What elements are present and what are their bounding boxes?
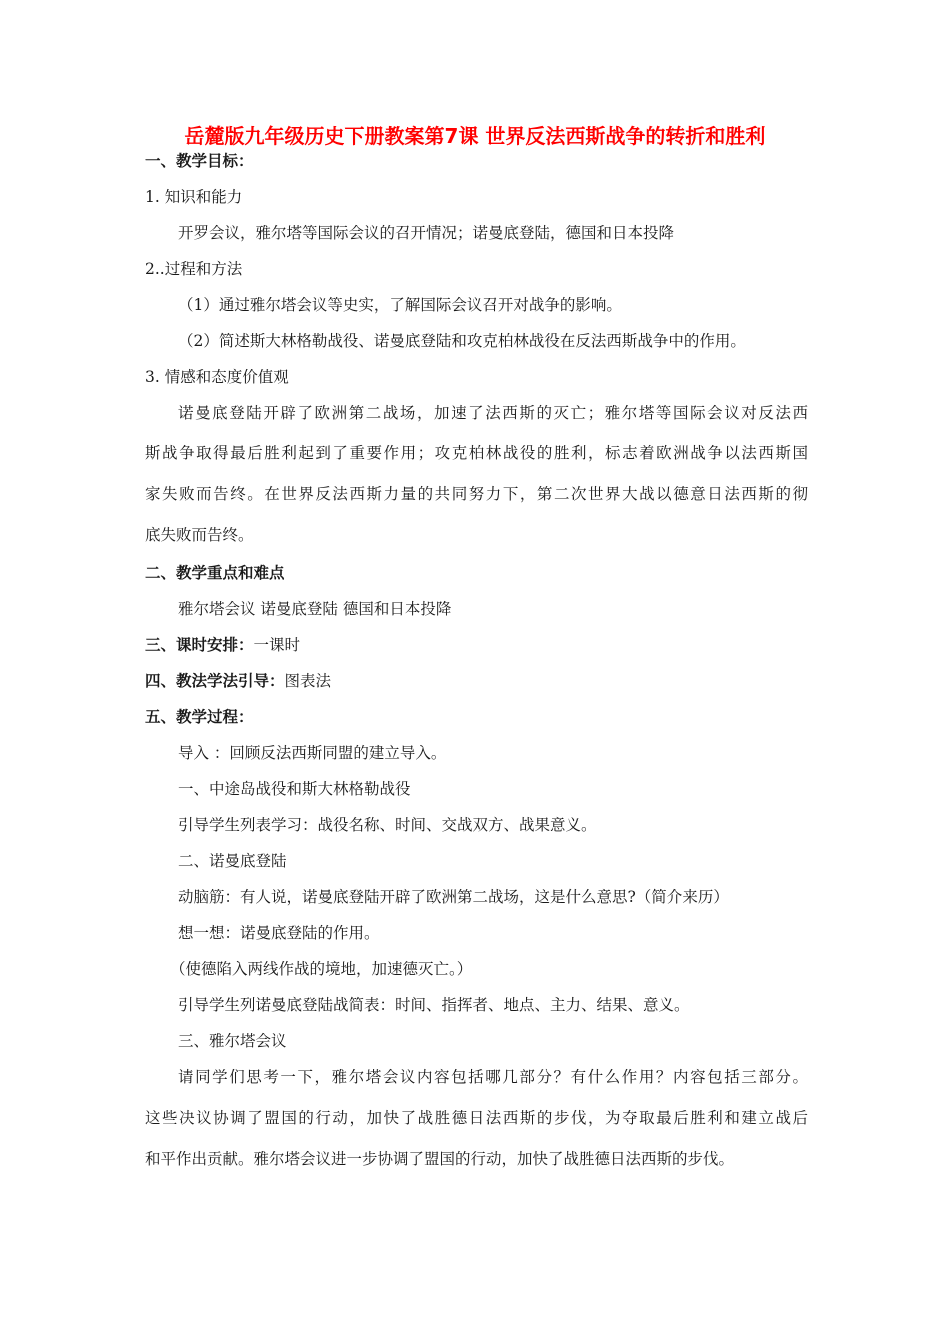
knowledge-text: 开罗会议，雅尔塔等国际会议的召开情况；诺曼底登陆，德国和日本投降	[178, 224, 675, 242]
process-part-2-think: 想一想：诺曼底登陆的作用。	[178, 924, 380, 942]
yalta-paragraph-line-2: 这些决议协调了盟国的行动，加快了战胜德日法西斯的步伐，为夺取最后胜利和建立战后	[145, 1109, 808, 1127]
values-paragraph-line-3: 家失败而告终。在世界反法西斯力量的共同努力下，第二次世界大战以德意日法西斯的彻	[145, 485, 808, 503]
yalta-paragraph-line-1: 请同学们思考一下，雅尔塔会议内容包括哪几部分？有什么作用？内容包括三部分。	[178, 1068, 808, 1086]
process-part-3-heading: 三、雅尔塔会议	[178, 1032, 287, 1050]
subheading-knowledge: 1. 知识和能力	[145, 188, 243, 206]
schedule-row	[145, 634, 300, 656]
key-points-text: 雅尔塔会议 诺曼底登陆 德国和日本投降	[178, 600, 452, 618]
process-part-1-text: 引导学生列表学习：战役名称、时间、交战双方、战果意义。	[178, 816, 597, 834]
schedule-text: 一课时	[253, 636, 301, 654]
process-item-1: （1）通过雅尔塔会议等史实，了解国际会议召开对战争的影响。	[178, 296, 622, 314]
section-heading-key-points: 二、教学重点和难点	[145, 564, 285, 582]
process-part-2-table: 引导学生列诺曼底登陆战简表：时间、指挥者、地点、主力、结果、意义。	[178, 996, 690, 1014]
section-heading-schedule: 三、课时安排：	[145, 636, 254, 654]
process-part-2-answer: （使德陷入两线作战的境地，加速德灭亡。）	[170, 960, 473, 978]
process-intro: 导入 ：回顾反法西斯同盟的建立导入。	[178, 744, 447, 762]
process-item-2: （2）简述斯大林格勒战役、诺曼底登陆和攻克柏林战役在反法西斯战争中的作用。	[178, 332, 746, 350]
yalta-paragraph-line-3: 和平作出贡献。雅尔塔会议进一步协调了盟国的行动，加快了战胜德日法西斯的步伐。	[145, 1150, 735, 1168]
values-paragraph-line-4: 底失败而告终。	[145, 526, 254, 544]
method-row	[145, 670, 331, 692]
values-paragraph-line-2: 斯战争取得最后胜利起到了重要作用；攻克柏林战役的胜利，标志着欧洲战争以法西斯国	[145, 444, 808, 462]
process-part-2-heading: 二、诺曼底登陆	[178, 852, 287, 870]
method-text: 图表法	[284, 672, 332, 690]
section-heading-method: 四、教法学法引导：	[145, 672, 285, 690]
document-title: 岳麓版九年级历史下册教案第7课 世界反法西斯战争的转折和胜利	[184, 124, 766, 148]
process-part-2-question: 动脑筋：有人说，诺曼底登陆开辟了欧洲第二战场，这是什么意思?（简介来历）	[178, 888, 729, 906]
subheading-values: 3. 情感和态度价值观	[145, 368, 289, 386]
values-paragraph-line-1: 诺曼底登陆开辟了欧洲第二战场，加速了法西斯的灭亡；雅尔塔等国际会议对反法西	[178, 404, 808, 422]
section-heading-process: 五、教学过程：	[145, 708, 254, 726]
section-heading-goals: 一、教学目标：	[145, 152, 254, 170]
process-part-1-heading: 一、中途岛战役和斯大林格勒战役	[178, 780, 411, 798]
subheading-process: 2..过程和方法	[145, 260, 243, 278]
